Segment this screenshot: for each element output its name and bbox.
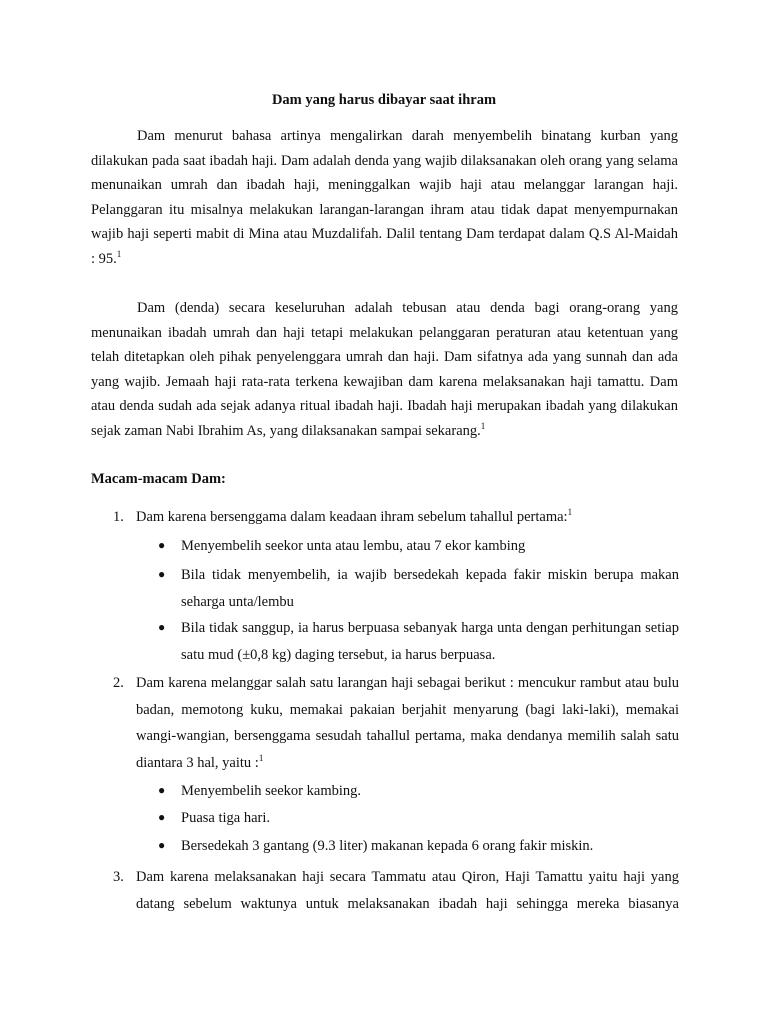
bullet-icon: ● xyxy=(158,838,166,852)
footnote-ref: 1 xyxy=(480,420,486,431)
list-number-2: 2. xyxy=(113,675,124,691)
list-number-1: 1. xyxy=(113,509,124,525)
bullet-icon: ● xyxy=(158,567,166,581)
page-title: Dam yang harus dibayar saat ihram xyxy=(271,92,497,108)
list-item-1-body: Dam karena bersenggama dalam keadaan ihram sebelum tahallul pertama: xyxy=(136,509,568,525)
footnote-ref: 1 xyxy=(567,507,573,517)
list-item-2-body: Dam karena melanggar salah satu larangan haji sebagai berikut : mencukur rambut atau bulu badan, memotong kuku, memakai pakaian berjahit menyarung (bagi laki-laki), memakai wangi-wangian, bersenggama sesudah tahallul pertama, maka dendanya memilih salah satu diantara 3 hal, yaitu : xyxy=(136,675,679,771)
list-item-2-bullet-1: Menyembelih seekor kambing. xyxy=(181,783,361,799)
list-item-2-bullet-2: Puasa tiga hari. xyxy=(181,810,270,826)
list-item-1-bullet-3: Bila tidak sanggup, ia harus berpuasa sebanyak harga unta dengan perhitungan setiap satu mud (±0,8 kg) daging tersebut, ia harus berpuasa. xyxy=(181,620,679,663)
paragraph-1-text: Dam menurut bahasa artinya mengalirkan darah menyembelih binatang kurban yang dilakukan pada saat ibadah haji. Dam adalah denda yang wajib dilaksanakan oleh orang yang selama menunaikan umrah dan ibadah haji, meninggalkan wajib haji atau melanggar larangan haji. Pelanggaran itu misalnya melakukan larangan-larangan ihram atau tidak dapat menyempurnakan wajib haji seperti mabit di Mina atau Muzdalifah. Dalil tentang Dam terdapat dalam Q.S Al-Maidah : 95. xyxy=(91,128,678,267)
list-item-3-text: Dam karena melaksanakan haji secara Tammatu atau Qiron, Haji Tamattu yaitu haji yang datang sebelum waktunya untuk melaksanakan ibadah haji sehingga mereka biasanya xyxy=(136,869,679,912)
list-item-2-text xyxy=(136,670,679,776)
footnote-ref: 1 xyxy=(116,248,122,259)
paragraph-1 xyxy=(91,124,678,272)
footnote-ref: 1 xyxy=(258,752,264,763)
bullet-icon: ● xyxy=(158,538,166,552)
bullet-icon: ● xyxy=(158,620,166,634)
bullet-icon: ● xyxy=(158,783,166,797)
list-item-1-text xyxy=(136,504,679,531)
list-item-2-bullet-3: Bersedekah 3 gantang (9.3 liter) makanan kepada 6 orang fakir miskin. xyxy=(181,838,594,854)
paragraph-2 xyxy=(91,296,678,444)
list-item-1-bullet-2: Bila tidak menyembelih, ia wajib bersedekah kepada fakir miskin berupa makan seharga unta/lembu xyxy=(181,567,679,610)
list-item-1-bullet-1: Menyembelih seekor unta atau lembu, atau 7 ekor kambing xyxy=(181,538,526,554)
paragraph-2-text: Dam (denda) secara keseluruhan adalah tebusan atau denda bagi orang-orang yang menunaikan ibadah umrah dan haji tetapi melakukan pelanggaran peraturan atau ketentuan yang telah ditetapkan oleh pihak penyelenggara umrah dan haji. Dam sifatnya ada yang sunnah dan ada yang wajib. Jemaah haji rata-rata terkena kewajiban dam karena melaksanakan haji tamattu. Dam atau denda sudah ada sejak adanya ritual ibadah haji. Ibadah haji merupakan ibadah yang dilakukan sejak zaman Nabi Ibrahim As, yang dilaksanakan sampai sekarang. xyxy=(91,300,678,439)
bullet-icon: ● xyxy=(158,810,166,824)
section-heading: Macam-macam Dam: xyxy=(91,471,226,487)
list-number-3: 3. xyxy=(113,869,124,885)
